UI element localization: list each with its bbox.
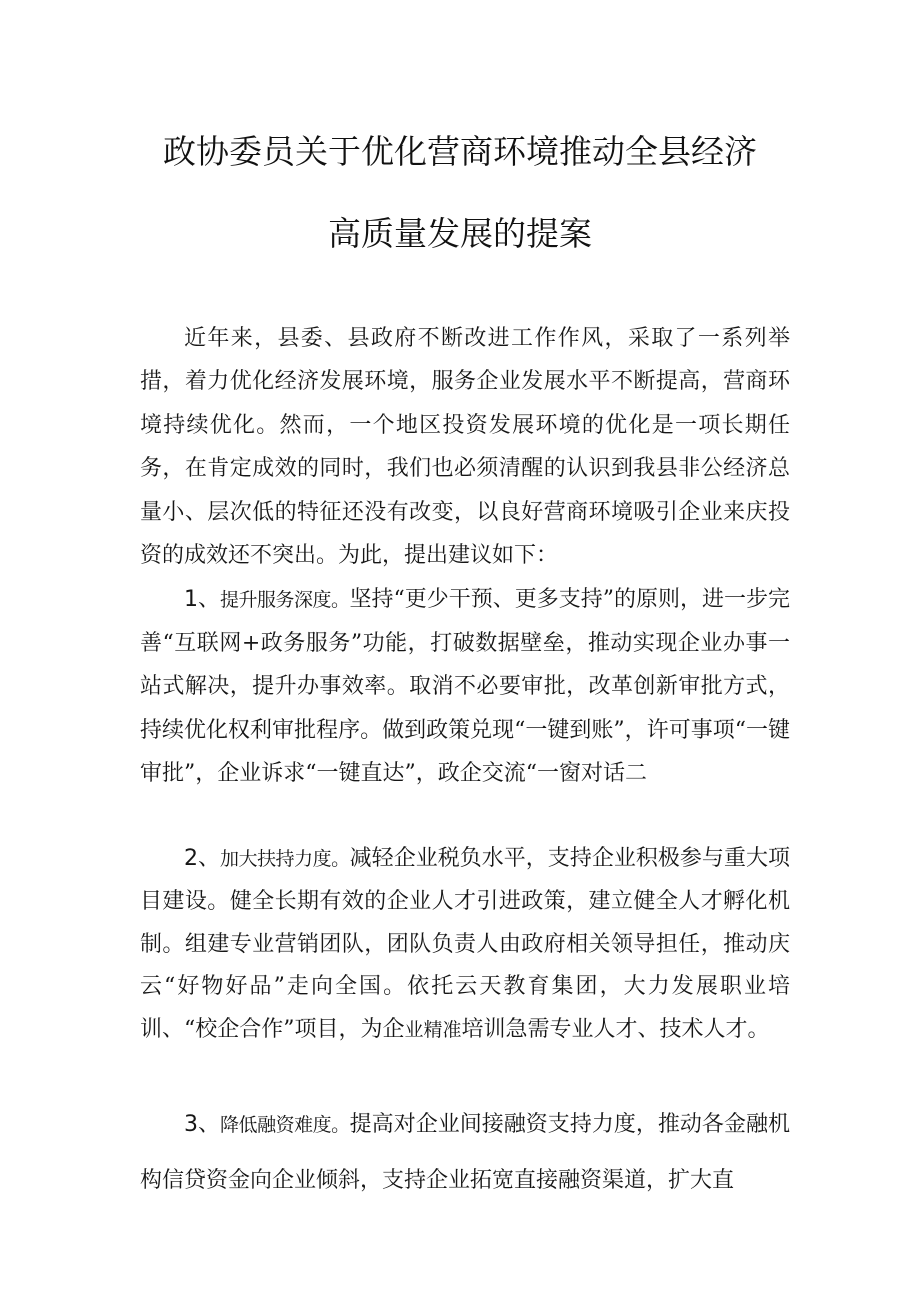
item-1-section — [140, 578, 790, 795]
item-3-number: 3、 — [184, 1112, 221, 1137]
item-2-emphasis: 业精准 — [404, 1019, 462, 1042]
item-3-paragraph — [140, 1097, 790, 1208]
intro-section — [140, 317, 790, 577]
item-2-section — [140, 838, 790, 1052]
item-2-heading: 加大扶持力度。 — [220, 848, 350, 870]
item-2-number: 2、 — [184, 846, 221, 871]
document-title-line-2: 高质量发展的提案 — [328, 214, 592, 253]
item-2-text-before: 减轻企业税负水平，支持企业积极参与重大项目建设。健全长期有效的企业人才引进政策，建立健全人才孵化机制。组建专业营销团队，团队负责人由政府相关领导担任，推动庆云“好物好品”走向全国。依托云天教育集团，大力发展职业培训、“校企合作”项目，为企 — [140, 846, 790, 1043]
item-3-section — [140, 1097, 790, 1208]
item-3-text: 提高对企业间接融资支持力度，推动各金融机构信贷资金向企业倾斜，支持企业拓宽直接融资渠道，扩大直 — [140, 1112, 790, 1193]
item-1-number: 1、 — [184, 587, 220, 612]
intro-paragraph: 近年来，县委、县政府不断改进工作作风，采取了一系列举措，着力优化经济发展环境，服务企业发展水平不断提高，营商环境持续优化。然而，一个地区投资发展环境的优化是一项长期任务，在肯定成效的同时，我们也必须清醒的认识到我县非公经济总量小、层次低的特征还没有改变，以良好营商环境吸引企业来庆投资的成效还不突出。为此，提出建议如下： — [140, 326, 790, 569]
item-1-heading: 提升服务深度。 — [220, 589, 350, 611]
item-2-text-after: 培训急需专业人才、技术人才。 — [461, 1017, 770, 1043]
item-3-heading: 降低融资难度。 — [220, 1114, 350, 1136]
item-1-paragraph — [140, 578, 790, 795]
item-2-paragraph — [140, 838, 790, 1052]
document-title-line-1: 政协委员关于优化营商环境推动全县经济 — [163, 132, 757, 171]
item-1-text: 坚持“更少干预、更多支持”的原则，进一步完善“互联网+政务服务”功能，打破数据壁垒，推动实现企业办事一站式解决，提升办事效率。取消不必要审批，改革创新审批方式，持续优化权利审批程序。做到政策兑现“一键到账”，许可事项“一键审批”，企业诉求“一键直达”，政企交流“一窗对话二 — [140, 587, 791, 786]
